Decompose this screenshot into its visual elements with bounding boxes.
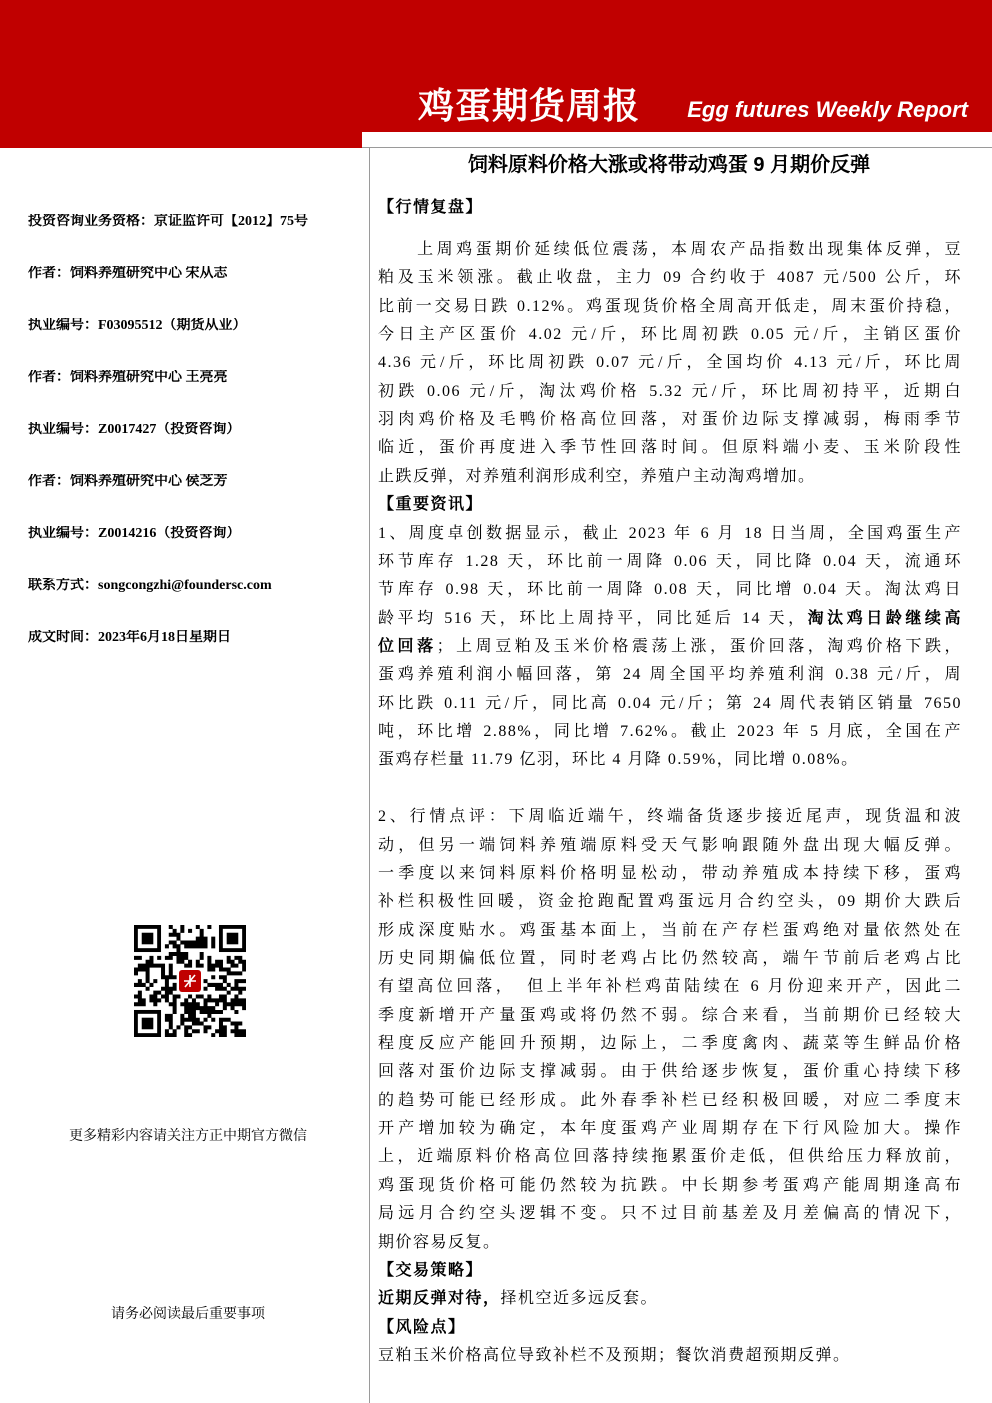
section-heading: 【行情复盘】 bbox=[378, 199, 484, 216]
paragraph bbox=[378, 1342, 962, 1370]
text-line: 豆粕玉米价格高位导致补栏不及预期；餐饮消费超预期反弹。 bbox=[378, 1346, 851, 1364]
text-line: 今日主产区蛋价 4.02 元/斤，环比周初跌 0.05 元/斤，主销区蛋价 bbox=[378, 326, 962, 344]
paragraph bbox=[378, 1285, 962, 1313]
text-line: 1、周度卓创数据显示，截止 2023 年 6 月 18 日当周，全国鸡蛋生产 bbox=[378, 524, 962, 542]
author-1-license: 执业编号：F03095512（期货从业） bbox=[28, 318, 247, 333]
paragraph bbox=[378, 520, 962, 775]
text-line: 蛋鸡存栏量 11.79 亿羽，环比 4 月降 0.59%，同比增 0.08%。 bbox=[378, 751, 859, 769]
text-line: 羽肉鸡价格及毛鸭价格高位回落，对蛋价边际支撑减弱，梅雨季节 bbox=[378, 411, 962, 429]
text-line: 蛋鸡养殖利润小幅回落，第 24 周全国平均养殖利润 0.38 元/斤，周 bbox=[378, 666, 962, 684]
author-info-panel bbox=[28, 214, 364, 682]
text-line: 环比跌 0.11 元/斤，同比高 0.04 元/斤；第 24 周代表销区销量 7650 bbox=[378, 694, 962, 712]
report-section bbox=[378, 1257, 962, 1314]
text-line: 鸡蛋现货价格可能仍然较为抗跌。中长期参考蛋鸡产能周期逢高布 bbox=[378, 1176, 962, 1194]
contact-email: 联系方式：songcongzhi@foundersc.com bbox=[28, 578, 272, 593]
text-segment: 择机空近多远反套。 bbox=[500, 1290, 659, 1308]
section-heading: 【交易策略】 bbox=[378, 1261, 484, 1279]
text-line: 有望高位回落， 但上半年补栏鸡苗陆续在 6 月份迎来开产，因此二 bbox=[378, 978, 962, 996]
disclaimer-notice: 请务必阅读最后重要事项 bbox=[111, 1307, 265, 1322]
text-line: 形成深度贴水。鸡蛋基本面上，当前在产存栏蛋鸡绝对量依然处在 bbox=[378, 921, 962, 939]
qr-finder-pattern bbox=[134, 925, 161, 952]
qr-code-icon bbox=[134, 925, 246, 1037]
text-line: 4.36 元/斤，环比周初跌 0.07 元/斤，全国均价 4.13 元/斤，环比周 bbox=[378, 354, 962, 372]
text-line bbox=[378, 605, 962, 633]
text-line: 节库存 0.98 天，环比前一周降 0.08 天，同比增 0.04 天。淘汰鸡日 bbox=[378, 581, 962, 599]
report-section bbox=[378, 491, 962, 1257]
text-line: 上周鸡蛋期价延续低位震荡，本周农产品指数出现集体反弹，豆 bbox=[378, 240, 962, 258]
qr-finder-pattern bbox=[134, 1010, 161, 1037]
paragraph bbox=[378, 236, 962, 491]
article-headline: 饲料原料价格大涨或将带动鸡蛋 9 月期价反弹 bbox=[467, 154, 871, 176]
report-body bbox=[378, 194, 962, 1370]
text-segment: ；上周豆粕及玉米价格震荡上涨，蛋价回落，淘鸡价格下跌， bbox=[436, 637, 962, 655]
report-section bbox=[378, 1314, 962, 1371]
emphasis-text: 淘汰鸡日龄继续高 bbox=[807, 609, 962, 627]
text-line: 开产增加较为确定，本年度蛋鸡产业周期存在下行风险加大。操作 bbox=[378, 1120, 962, 1138]
author-1: 作者：饲料养殖研究中心 宋从志 bbox=[28, 266, 228, 281]
header-banner-step bbox=[0, 132, 362, 148]
report-title: 鸡蛋期货周报 bbox=[418, 85, 641, 126]
text-line: 程度反应产能回升预期，边际上，二季度禽肉、蔬菜等生鲜品价格 bbox=[378, 1035, 962, 1053]
emphasis-text: 位回落 bbox=[378, 637, 437, 655]
author-3-license: 执业编号：Z0014216（投资咨询） bbox=[28, 526, 241, 541]
text-line: 补栏积极性回暖，资金抢跑配置鸡蛋远月合约空头，09 期价大跌后 bbox=[378, 893, 962, 911]
text-line: 一季度以来饲料原料价格明显松动，带动养殖成本持续下移，蛋鸡 bbox=[378, 864, 962, 882]
text-line: 2、行情点评：下周临近端午，终端备货逐步接近尾声，现货温和波 bbox=[378, 808, 962, 826]
text-line: 历史同期偏低位置，同时老鸡占比仍然较高，端午节前后老鸡占比 bbox=[378, 949, 962, 967]
text-line: 吨，环比增 2.88%，同比增 7.62%。截止 2023 年 5 月底，全国在产 bbox=[378, 723, 962, 741]
text-line: 的趋势可能已经形成。此外春季补栏已经积极回暖，对应二季度末 bbox=[378, 1091, 962, 1109]
report-section bbox=[378, 194, 962, 491]
publish-date: 成文时间：2023年6月18日星期日 bbox=[28, 630, 231, 645]
header-divider bbox=[362, 147, 992, 148]
text-line: 粕及玉米领涨。截止收盘，主力 09 合约收于 4087 元/500 公斤，环 bbox=[378, 269, 962, 287]
text-line: 局远月合约空头逻辑不变。只不过目前基差及月差偏高的情况下， bbox=[378, 1205, 962, 1223]
qr-logo-icon bbox=[177, 968, 203, 994]
qr-finder-pattern bbox=[219, 925, 246, 952]
emphasis-text: 近期反弹对待， bbox=[378, 1290, 501, 1308]
text-line: 临近，蛋价再度进入季节性回落时间。但原料端小麦、玉米阶段性 bbox=[378, 439, 962, 457]
qualification-info: 投资咨询业务资格：京证监许可【2012】75号 bbox=[28, 214, 308, 229]
blank-line bbox=[378, 775, 962, 803]
text-line: 季度新增开产量蛋鸡或将仍然不弱。综合来看，当前期价已经较大 bbox=[378, 1006, 962, 1024]
text-line: 动，但另一端饲料养殖端原料受天气影响跟随外盘出现大幅反弹。 bbox=[378, 836, 962, 854]
qr-caption: 更多精彩内容请关注方正中期官方微信 bbox=[69, 1129, 307, 1144]
author-3: 作者：饲料养殖研究中心 侯芝芳 bbox=[28, 474, 228, 489]
author-2: 作者：饲料养殖研究中心 王亮亮 bbox=[28, 370, 228, 385]
text-line: 上，近端原料价格高位回落持续拖累蛋价走低，但供给压力释放前， bbox=[378, 1148, 962, 1166]
text-line: 比前一交易日跌 0.12%。鸡蛋现货价格全周高开低走，周末蛋价持稳， bbox=[378, 297, 962, 315]
sidebar-divider bbox=[369, 148, 370, 1403]
text-line bbox=[378, 1285, 962, 1313]
paragraph bbox=[378, 803, 962, 1257]
author-2-license: 执业编号：Z0017427（投资咨询） bbox=[28, 422, 241, 437]
text-line: 环节库存 1.28 天，环比前一周降 0.06 天，同比降 0.04 天，流通环 bbox=[378, 552, 962, 570]
section-heading: 【重要资讯】 bbox=[378, 496, 484, 514]
text-line: 止跌反弹，对养殖利润形成利空，养殖户主动淘鸡增加。 bbox=[378, 467, 816, 485]
section-heading: 【风险点】 bbox=[378, 1318, 466, 1336]
text-line: 期价容易反复。 bbox=[378, 1233, 501, 1251]
text-line bbox=[378, 633, 962, 661]
text-segment: 龄平均 516 天，环比上周持平，同比延后 14 天， bbox=[378, 609, 808, 627]
report-title-english: Egg futures Weekly Report bbox=[687, 97, 968, 122]
text-line: 初跌 0.06 元/斤，淘汰鸡价格 5.32 元/斤，环比周初持平，近期白 bbox=[378, 382, 962, 400]
text-line: 回落对蛋价边际支撑减弱。由于供给逐步恢复，蛋价重心持续下移 bbox=[378, 1063, 962, 1081]
